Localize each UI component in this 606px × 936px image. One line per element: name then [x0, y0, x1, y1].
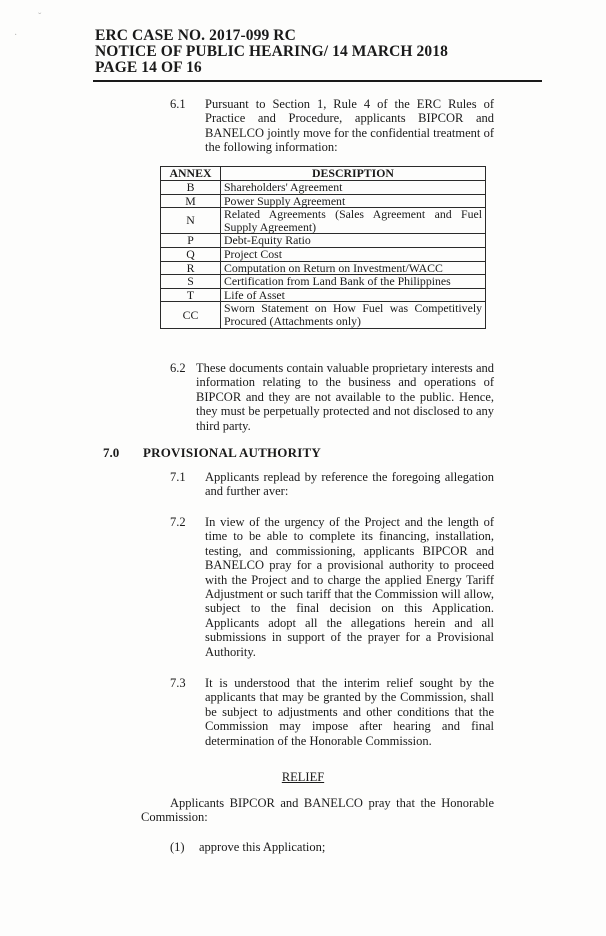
annex-description: Related Agreements (Sales Agreement and Fuel Supply Agreement) — [221, 208, 486, 234]
paragraph-number: 7.1 — [170, 470, 186, 484]
annex-description: Shareholders' Agreement — [221, 181, 486, 195]
annex-description: Project Cost — [221, 247, 486, 261]
table-row — [161, 234, 486, 248]
annex-description: Computation on Return on Investment/WACC — [221, 261, 486, 275]
annex-code: Q — [161, 247, 221, 261]
annex-header: ANNEX — [161, 167, 221, 181]
annex-code: M — [161, 194, 221, 208]
paragraph-number: 7.3 — [170, 676, 186, 690]
notice-title: NOTICE OF PUBLIC HEARING/ 14 MARCH 2018 — [95, 43, 448, 60]
list-item: approve this Application; — [199, 840, 326, 854]
document-header — [95, 28, 540, 76]
annex-code: CC — [161, 302, 221, 328]
annex-description: Debt-Equity Ratio — [221, 234, 486, 248]
annex-description: Sworn Statement on How Fuel was Competitively Procured (Attachments only) — [221, 302, 486, 328]
table-row — [161, 302, 486, 328]
table-row — [161, 261, 486, 275]
annex-code: P — [161, 234, 221, 248]
page-number: PAGE 14 OF 16 — [95, 59, 202, 76]
paragraph-7-3: It is understood that the interim relief sought by the applicants that may be granted by the Commission, shall be subject to adjustments and other conditions that the Commission may impose after hearing and final determination of the Honorable Commission. — [205, 676, 494, 748]
table-row — [161, 275, 486, 289]
paragraph-6-2: These documents contain valuable proprietary interests and information relating to the business and operations of BIPCOR and they are not available to the public. Hence, they must be perpetually protected and not disclosed to any third party. — [196, 361, 494, 433]
table-row — [161, 181, 486, 195]
paragraph-number: 6.2 — [170, 361, 186, 375]
case-number: ERC CASE NO. 2017-099 RC — [95, 27, 296, 44]
scan-speck: ˇ — [38, 12, 42, 23]
paragraph-7-1: Applicants replead by reference the foregoing allegation and further aver: — [205, 470, 494, 499]
paragraph-7-2: In view of the urgency of the Project and the length of time to be able to complete its financing, installation, testing, and commissioning, applicants BIPCOR and BANELCO pray for a provisional authority to proceed with the Project and to charge the applied Energy Tariff Adjustment or such tariff that the Commission will allow, subject to the final decision on this Application. Applicants adopt all the allegations herein and all submissions in support of the prayer for a Provisional Authority. — [205, 515, 494, 659]
paragraph-number: 6.1 — [170, 97, 186, 111]
header-rule — [93, 80, 542, 82]
paragraph-6-1: Pursuant to Section 1, Rule 4 of the ERC Rules of Practice and Procedure, applicants BIPCOR and BANELCO jointly move for the confidential treatment of the following information: — [205, 97, 494, 155]
annex-code: R — [161, 261, 221, 275]
table-row — [161, 194, 486, 208]
annex-table — [160, 166, 486, 329]
annex-description: Life of Asset — [221, 288, 486, 302]
annex-description: Certification from Land Bank of the Philippines — [221, 275, 486, 289]
table-row — [161, 247, 486, 261]
annex-code: S — [161, 275, 221, 289]
annex-description: Power Supply Agreement — [221, 194, 486, 208]
annex-code: T — [161, 288, 221, 302]
paragraph-number: 7.2 — [170, 515, 186, 529]
scan-speck: · — [14, 30, 18, 41]
annex-code: N — [161, 208, 221, 234]
table-row — [161, 288, 486, 302]
list-item-number: (1) — [170, 840, 185, 854]
section-number: 7.0 — [103, 445, 120, 460]
section-title: PROVISIONAL AUTHORITY — [143, 445, 321, 460]
description-header: DESCRIPTION — [221, 167, 486, 181]
annex-code: B — [161, 181, 221, 195]
relief-heading: RELIEF — [281, 770, 325, 784]
relief-intro: Applicants BIPCOR and BANELCO pray that the Honorable Commission: — [141, 796, 494, 825]
table-row — [161, 208, 486, 234]
